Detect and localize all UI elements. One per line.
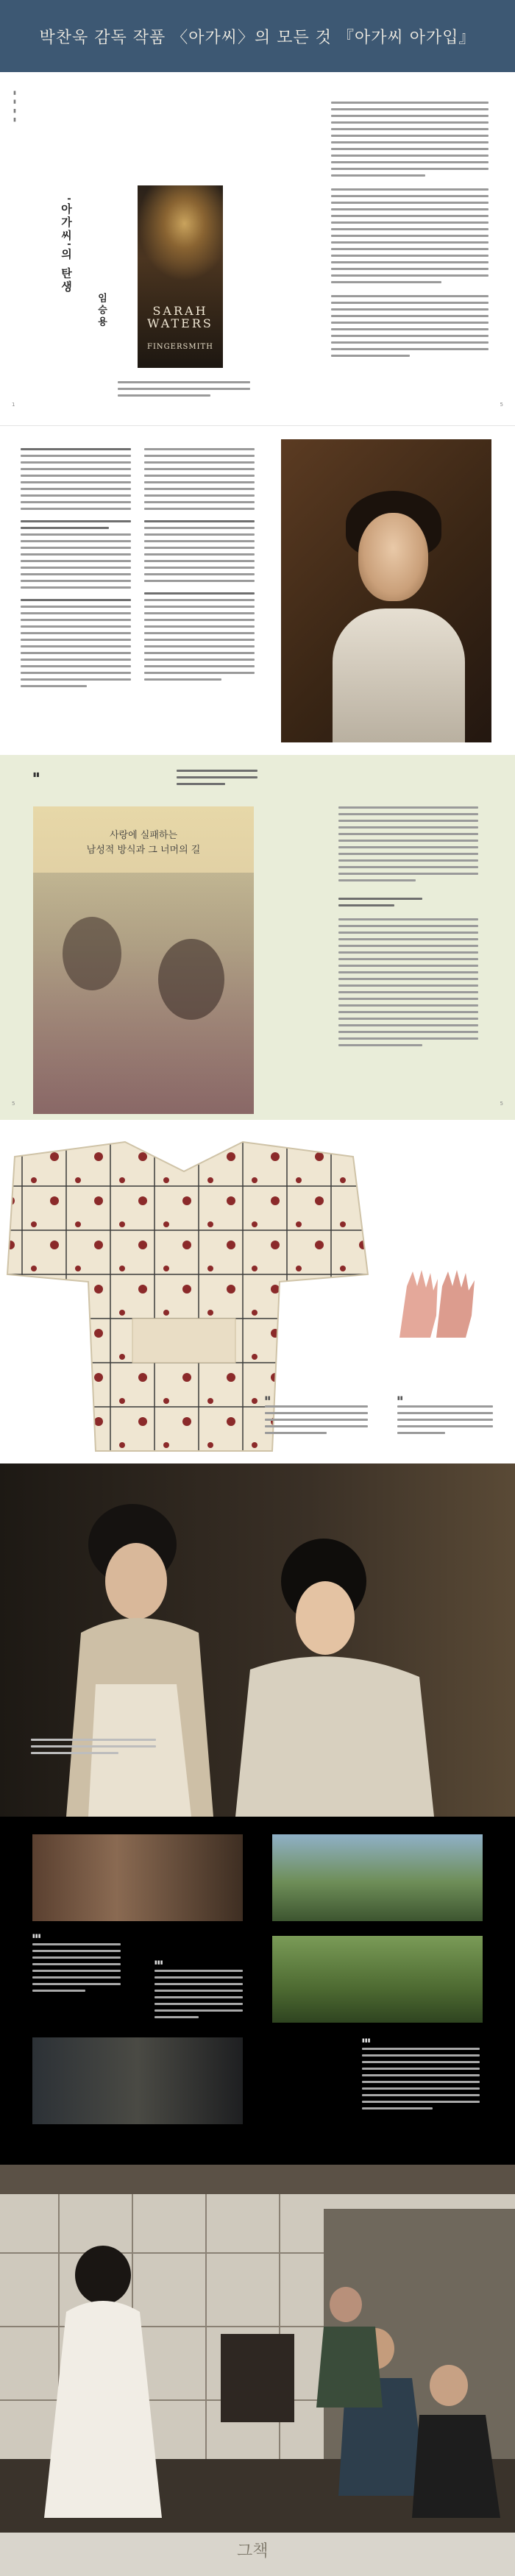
mansion-photo: [32, 1834, 243, 1921]
page-number-left: 1: [12, 402, 15, 408]
publisher-logo: 그책: [237, 2542, 269, 2561]
side-margin-text-left: ▮ ▮ ▮ ▮: [12, 90, 18, 124]
garden-photo-2: [272, 1936, 483, 2023]
gloves-caption-head: ▮▮: [397, 1395, 403, 1401]
locations-heading-2: ▮▮▮: [154, 1959, 163, 1965]
film-still-caption: [31, 1739, 156, 1759]
feature-byline: 임승용: [96, 293, 107, 328]
costume-caption-head: ▮▮: [265, 1395, 271, 1401]
header-banner: [0, 0, 515, 72]
article-column-right: [331, 102, 489, 361]
essay-column-right: [338, 806, 478, 1051]
section-film-still: [0, 1463, 515, 1817]
poster-tagline: [48, 828, 239, 858]
film-still-maid: [221, 1530, 441, 1817]
book-cover-art: [138, 185, 223, 281]
book-title: FINGERSMITH: [147, 343, 213, 351]
essay-poster-image: [33, 806, 254, 1114]
behind-scenes-photo: [0, 2165, 515, 2533]
film-still-lady: [44, 1493, 235, 1817]
essay-page-left: 5: [12, 1101, 15, 1107]
interview-column-1: [21, 448, 131, 692]
section-essay: [0, 755, 515, 1120]
costume-caption: [265, 1405, 368, 1438]
actress-portrait-photo: [281, 439, 491, 742]
locations-text-3: [362, 2048, 480, 2114]
book-caption: [118, 381, 250, 401]
uncle-still-photo: [32, 2037, 243, 2124]
book-author: SARAH WATERS: [147, 304, 213, 330]
feature-title: '아가씨'의 탄생: [60, 197, 73, 294]
locations-heading-1: ▮▮▮: [32, 1933, 41, 1939]
essay-heading-left: ▮▮: [33, 771, 40, 778]
locations-text-1: [32, 1943, 121, 1996]
section-behind-the-scenes: [0, 2165, 515, 2576]
essay-page-right: 5: [500, 1101, 503, 1107]
gloves-caption: [397, 1405, 493, 1438]
section-costume: [0, 1120, 515, 1463]
section-locations: [0, 1817, 515, 2165]
garden-photo-1: [272, 1834, 483, 1921]
gloves-image: [392, 1264, 480, 1345]
section-intro: [0, 72, 515, 425]
poster-tagline-line2: 남성적 방식과 그 너머의 길: [86, 845, 201, 856]
locations-heading-3: ▮▮▮: [362, 2037, 371, 2043]
interview-column-2: [144, 448, 255, 685]
page-title: 박찬욱 감독 작품 〈아가씨〉의 모든 것 『아가씨 아가입』: [39, 29, 476, 47]
section-interview: [0, 425, 515, 756]
page-number-right: 5: [500, 402, 503, 408]
locations-text-2: [154, 1970, 243, 2023]
poster-tagline-line1: 사랑에 실패하는: [109, 830, 178, 841]
book-cover-fingersmith: [138, 185, 223, 368]
essay-intro-lines: [177, 770, 258, 790]
